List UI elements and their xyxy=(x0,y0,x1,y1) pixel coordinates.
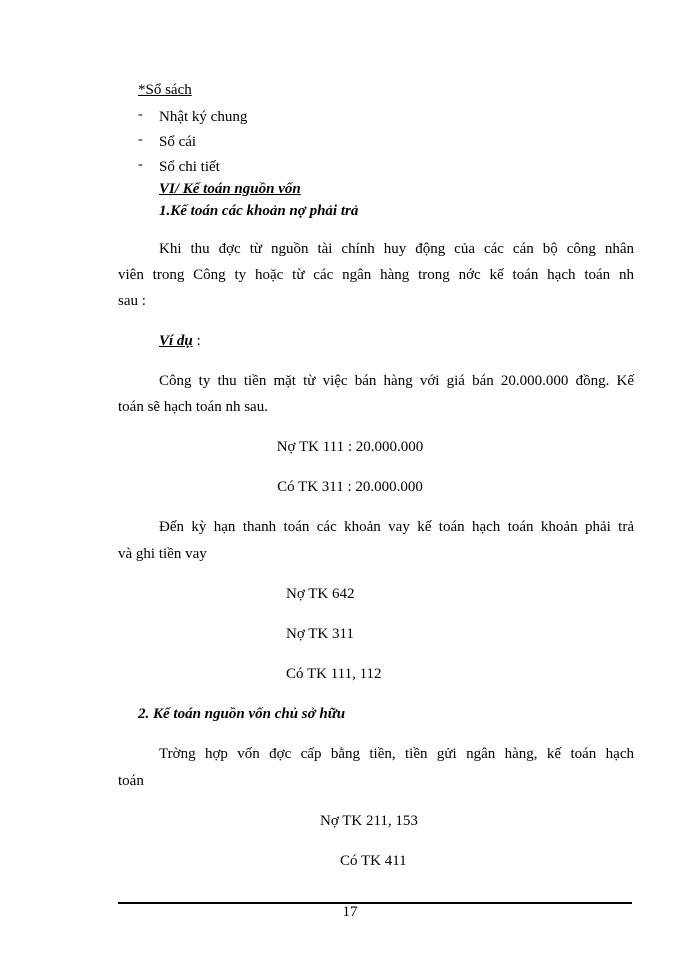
bullet-dash: - xyxy=(138,157,143,172)
paragraph-1-line: sau : xyxy=(118,293,146,309)
books-item: Sổ chi tiết xyxy=(159,159,220,175)
section-vi-title: VI/ Kế toán nguồn vốn xyxy=(159,181,301,197)
example-colon: : xyxy=(192,333,201,349)
entry-1-debit: Nợ TK 111 : 20.000.000 xyxy=(276,439,424,455)
entry-3-credit: Có TK 411 xyxy=(340,853,407,869)
bullet-dash: - xyxy=(138,132,143,147)
paragraph-4-line: toán xyxy=(118,773,144,789)
entry-3-debit: Nợ TK 211, 153 xyxy=(320,813,418,829)
example-label: Ví dụ xyxy=(159,333,193,349)
entry-2-line: Nợ TK 642 xyxy=(286,586,355,602)
paragraph-2-line: Công ty thu tiền mặt từ việc bán hàng với giá bán 20.000.000 đồng. Kế xyxy=(159,373,634,389)
paragraph-2-line: toán sẽ hạch toán nh sau. xyxy=(118,399,268,415)
paragraph-1-line: Khi thu đợc từ nguồn tài chính huy động của các cán bộ công nhân xyxy=(159,241,634,257)
subsection-2-title: 2. Kế toán nguồn vốn chủ sở hữu xyxy=(138,706,346,722)
books-heading: *Sổ sách xyxy=(138,82,192,98)
page-number: 17 xyxy=(342,904,358,920)
paragraph-3-line: Đến kỳ hạn thanh toán các khoản vay kế toán hạch toán khoản phải trả xyxy=(159,519,634,535)
books-item: Nhật ký chung xyxy=(159,109,248,125)
paragraph-4-line: Trờng hợp vốn đợc cấp bằng tiền, tiền gửi ngân hàng, kế toán hạch xyxy=(159,746,634,762)
paragraph-1-line: viên trong Công ty hoặc từ các ngân hàng trong nớc kế toán hạch toán nh xyxy=(118,267,634,283)
entry-2-line: Nợ TK 311 xyxy=(286,626,354,642)
subsection-1-title: 1.Kế toán các khoản nợ phải trả xyxy=(159,203,359,219)
example-label-line xyxy=(159,332,201,350)
books-item: Sổ cái xyxy=(159,134,197,150)
entry-2-line: Có TK 111, 112 xyxy=(286,666,382,682)
bullet-dash: - xyxy=(138,107,143,122)
entry-1-credit: Có TK 311 : 20.000.000 xyxy=(277,479,423,495)
paragraph-3-line: và ghi tiền vay xyxy=(118,546,207,562)
